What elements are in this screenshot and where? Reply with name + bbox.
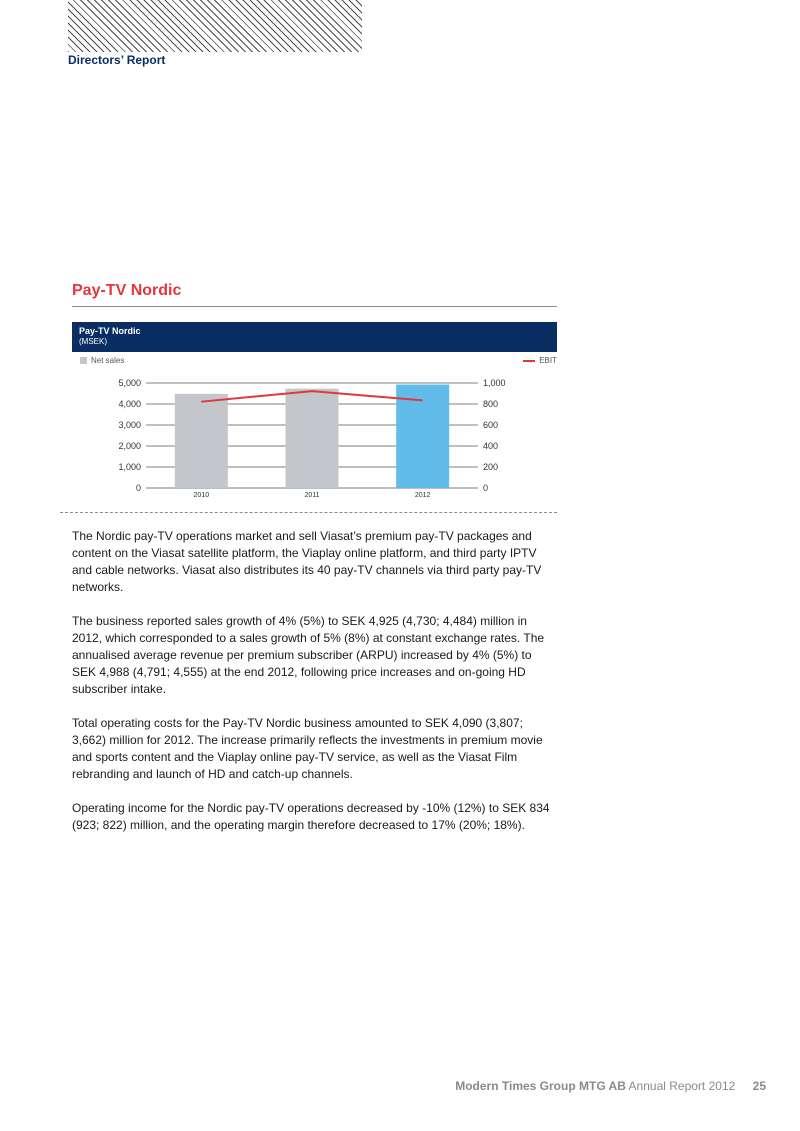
y-left-tick-label: 4,000 — [118, 399, 141, 409]
y-right-tick-label: 200 — [483, 462, 499, 472]
y-right-tick-label: 1,000 — [483, 378, 506, 388]
legend-net-sales-label: Net sales — [91, 356, 125, 365]
x-tick-label: 2012 — [414, 492, 431, 499]
chart-bottom-divider — [60, 512, 557, 513]
page-number: 25 — [752, 1079, 766, 1093]
paragraph: Total operating costs for the Pay-TV Nordic business amounted to SEK 4,090 (3,807; 3,662) million for 2012. The increase primarily reflects the investments in premium movie and sports content and the Viaplay online pay-TV service, as well as the Viasat Film rebranding and launch of HD and catch-up channels. — [72, 716, 543, 781]
chart-title: Pay-TV Nordic — [79, 326, 141, 336]
y-right-tick-label: 0 — [483, 483, 489, 493]
section-label: Directors’ Report — [68, 53, 166, 67]
y-left-tick-label: 0 — [135, 483, 141, 493]
y-left-tick-label: 5,000 — [118, 378, 141, 388]
x-tick-label: 2010 — [193, 492, 210, 499]
y-right-tick-label: 800 — [483, 399, 499, 409]
body-text — [72, 528, 557, 851]
footer-company: Modern Times Group MTG AB — [455, 1079, 626, 1093]
x-tick-label: 2011 — [304, 492, 320, 499]
legend-ebit-label: EBIT — [539, 356, 557, 365]
y-right-tick-label: 400 — [483, 441, 499, 451]
paragraph: Operating income for the Nordic pay-TV operations decreased by -10% (12%) to SEK 834 (923; 822) million, and the operating margin therefore decreased to 17% (20%; 18%). — [72, 801, 550, 832]
page-footer — [455, 1079, 766, 1093]
bar — [286, 389, 339, 488]
paragraph: The business reported sales growth of 4% (5%) to SEK 4,925 (4,730; 4,484) million in 2012, which corresponded to a sales growth of 5% (8%) at constant exchange rates. The annualised average revenue per premium subscriber (ARPU) increased by 4% (5%) to SEK 4,988 (4,791; 4,555) at the end 2012, following price increases and on-going HD subscriber intake. — [72, 614, 545, 696]
section-heading: Pay-TV Nordic — [72, 282, 182, 299]
bar — [175, 394, 228, 488]
y-left-tick-label: 2,000 — [118, 441, 141, 451]
y-right-tick-label: 600 — [483, 420, 499, 430]
footer-report: Annual Report 2012 — [628, 1079, 736, 1093]
y-left-tick-label: 3,000 — [118, 420, 141, 430]
combo-chart — [0, 0, 800, 520]
paragraph: The Nordic pay-TV operations market and sell Viasat’s premium pay-TV packages and content on the Viasat satellite platform, the Viaplay online platform, and third party IPTV and cable networks. Viasat also distributes its 40 pay-TV channels via third party pay-TV networks. — [72, 529, 542, 594]
y-left-tick-label: 1,000 — [118, 462, 141, 472]
chart-subtitle: (MSEK) — [79, 337, 107, 346]
